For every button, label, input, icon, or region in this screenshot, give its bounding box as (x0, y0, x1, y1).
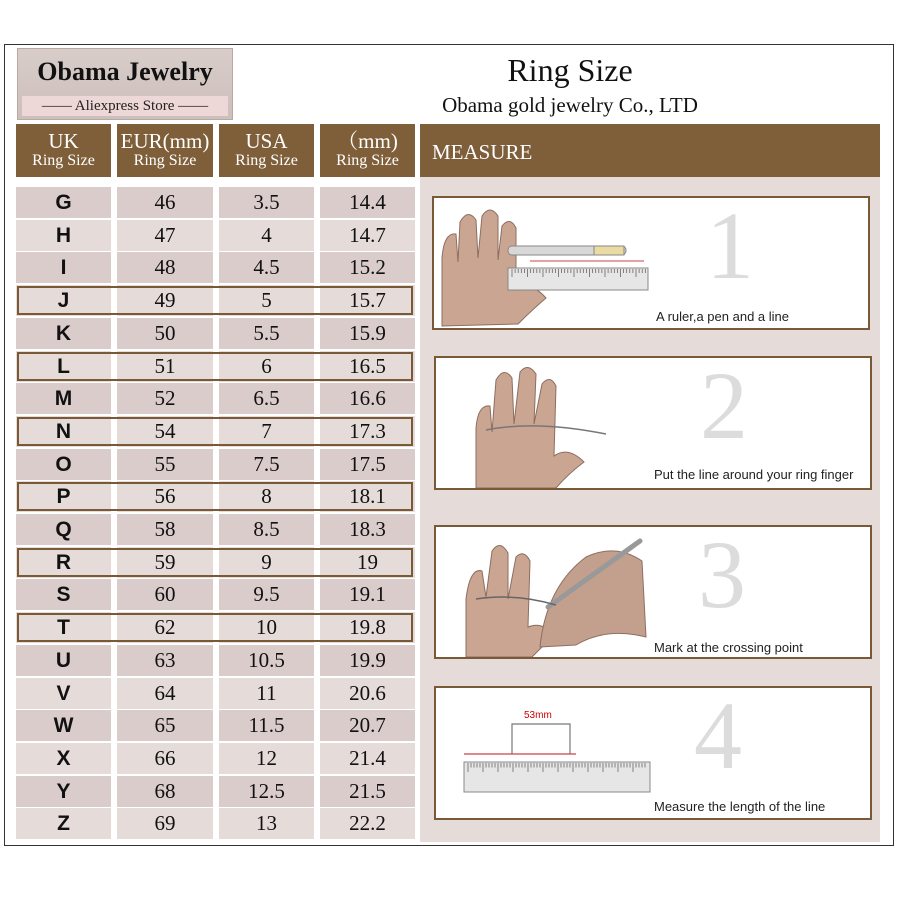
table-cell-usa-size: 11.5 (219, 710, 314, 741)
table-cell-uk-size: H (16, 220, 111, 251)
table-cell-usa-size: 10.5 (219, 645, 314, 676)
table-cell-mm-size: 18.1 (320, 481, 415, 512)
column-header-subtitle: Ring Size (32, 152, 95, 169)
page-title: Ring Size (507, 52, 633, 88)
table-cell-uk-size: M (16, 383, 111, 414)
table-cell-uk-size: X (16, 743, 111, 774)
table-cell-uk-size: Q (16, 514, 111, 545)
table-cell-usa-size: 6.5 (219, 383, 314, 414)
step-2-number: 2 (700, 352, 748, 459)
table-cell-mm-size: 14.4 (320, 187, 415, 218)
table-cell-eur-size: 52 (117, 383, 213, 414)
table-cell-mm-size: 19.1 (320, 579, 415, 610)
table-cell-mm-size: 17.3 (320, 416, 415, 447)
step-2-card (434, 352, 872, 490)
row-highlight (17, 417, 413, 446)
table-cell-eur-size: 58 (117, 514, 213, 545)
row-highlight (17, 482, 413, 511)
row-highlight (17, 548, 413, 577)
step-4-caption: Measure the length of the line (654, 799, 826, 814)
table-cell-eur-size: 66 (117, 743, 213, 774)
table-cell-eur-size: 69 (117, 808, 213, 839)
table-cell-mm-size: 19 (320, 547, 415, 578)
row-highlight (17, 352, 413, 381)
table-cell-eur-size: 68 (117, 776, 213, 807)
table-cell-mm-size: 22.2 (320, 808, 415, 839)
column-header-eur (117, 124, 213, 177)
table-cell-eur-size: 46 (117, 187, 213, 218)
table-cell-eur-size: 47 (117, 220, 213, 251)
table-cell-mm-size: 19.9 (320, 645, 415, 676)
column-header-subtitle: Ring Size (336, 152, 399, 169)
table-cell-usa-size: 4 (219, 220, 314, 251)
page-subtitle: Obama gold jewelry Co., LTD (442, 93, 698, 117)
table-cell-usa-size: 8 (219, 481, 314, 512)
table-cell-usa-size: 3.5 (219, 187, 314, 218)
table-cell-mm-size: 21.5 (320, 776, 415, 807)
table-cell-eur-size: 55 (117, 449, 213, 480)
table-cell-mm-size: 16.6 (320, 383, 415, 414)
table-cell-eur-size: 56 (117, 481, 213, 512)
brand-store: —— Aliexpress Store —— (22, 96, 228, 116)
table-cell-eur-size: 60 (117, 579, 213, 610)
table-cell-eur-size: 49 (117, 285, 213, 316)
table-cell-uk-size: Y (16, 776, 111, 807)
table-cell-usa-size: 12 (219, 743, 314, 774)
column-header-subtitle: Ring Size (133, 152, 197, 169)
brand-name: Obama Jewelry (37, 57, 213, 86)
table-cell-mm-size: 21.4 (320, 743, 415, 774)
table-cell-usa-size: 10 (219, 612, 314, 643)
table-cell-uk-size: L (16, 351, 111, 382)
step-3-card (434, 521, 872, 659)
table-cell-usa-size: 11 (219, 678, 314, 709)
table-cell-mm-size: 20.7 (320, 710, 415, 741)
table-cell-uk-size: Z (16, 808, 111, 839)
column-header-title: USA (245, 129, 288, 153)
table-cell-uk-size: W (16, 710, 111, 741)
table-cell-uk-size: N (16, 416, 111, 447)
table-cell-eur-size: 63 (117, 645, 213, 676)
table-cell-usa-size: 6 (219, 351, 314, 382)
row-highlight (17, 613, 413, 642)
step-1-caption: A ruler,a pen and a line (656, 309, 789, 324)
table-cell-eur-size: 48 (117, 252, 213, 283)
table-cell-mm-size: 19.8 (320, 612, 415, 643)
table-cell-usa-size: 7 (219, 416, 314, 447)
column-header-title: UK (48, 129, 79, 153)
step-4-card (434, 682, 872, 820)
table-cell-usa-size: 7.5 (219, 449, 314, 480)
step-1-card (432, 192, 870, 330)
measure-length-label: 53mm (524, 710, 552, 721)
column-header-usa (219, 124, 314, 177)
column-header-title: EUR(mm) (120, 129, 210, 153)
row-highlight (17, 286, 413, 315)
table-cell-usa-size: 13 (219, 808, 314, 839)
table-cell-usa-size: 9.5 (219, 579, 314, 610)
table-cell-eur-size: 64 (117, 678, 213, 709)
step-1-number: 1 (706, 192, 754, 299)
table-cell-eur-size: 51 (117, 351, 213, 382)
table-cell-uk-size: O (16, 449, 111, 480)
table-cell-eur-size: 62 (117, 612, 213, 643)
table-cell-usa-size: 5.5 (219, 318, 314, 349)
brand-box (17, 48, 233, 120)
step-3-illustration (436, 527, 870, 657)
table-cell-usa-size: 4.5 (219, 252, 314, 283)
table-cell-uk-size: P (16, 481, 111, 512)
table-cell-mm-size: 17.5 (320, 449, 415, 480)
table-cell-usa-size: 5 (219, 285, 314, 316)
step-3-caption: Mark at the crossing point (654, 640, 803, 655)
column-header-subtitle: Ring Size (235, 152, 298, 169)
table-cell-mm-size: 20.6 (320, 678, 415, 709)
table-cell-mm-size: 16.5 (320, 351, 415, 382)
step-3-number: 3 (698, 521, 746, 628)
table-cell-eur-size: 50 (117, 318, 213, 349)
table-cell-mm-size: 15.2 (320, 252, 415, 283)
step-1-illustration (434, 198, 868, 328)
table-cell-uk-size: V (16, 678, 111, 709)
table-cell-usa-size: 9 (219, 547, 314, 578)
table-cell-mm-size: 15.7 (320, 285, 415, 316)
column-header-title: （mm) (337, 129, 398, 153)
table-cell-usa-size: 12.5 (219, 776, 314, 807)
table-cell-uk-size: G (16, 187, 111, 218)
table-cell-uk-size: R (16, 547, 111, 578)
measure-heading: MEASURE (420, 124, 880, 177)
step-4-number: 4 (694, 682, 742, 789)
table-cell-uk-size: J (16, 285, 111, 316)
table-cell-uk-size: U (16, 645, 111, 676)
table-cell-mm-size: 14.7 (320, 220, 415, 251)
table-cell-uk-size: K (16, 318, 111, 349)
table-cell-eur-size: 54 (117, 416, 213, 447)
table-cell-uk-size: S (16, 579, 111, 610)
table-cell-eur-size: 65 (117, 710, 213, 741)
table-cell-uk-size: I (16, 252, 111, 283)
step-2-caption: Put the line around your ring finger (654, 467, 854, 482)
column-header-mm (320, 124, 415, 177)
table-cell-usa-size: 8.5 (219, 514, 314, 545)
table-cell-eur-size: 59 (117, 547, 213, 578)
table-cell-uk-size: T (16, 612, 111, 643)
column-header-uk (16, 124, 111, 177)
table-cell-mm-size: 18.3 (320, 514, 415, 545)
table-cell-mm-size: 15.9 (320, 318, 415, 349)
